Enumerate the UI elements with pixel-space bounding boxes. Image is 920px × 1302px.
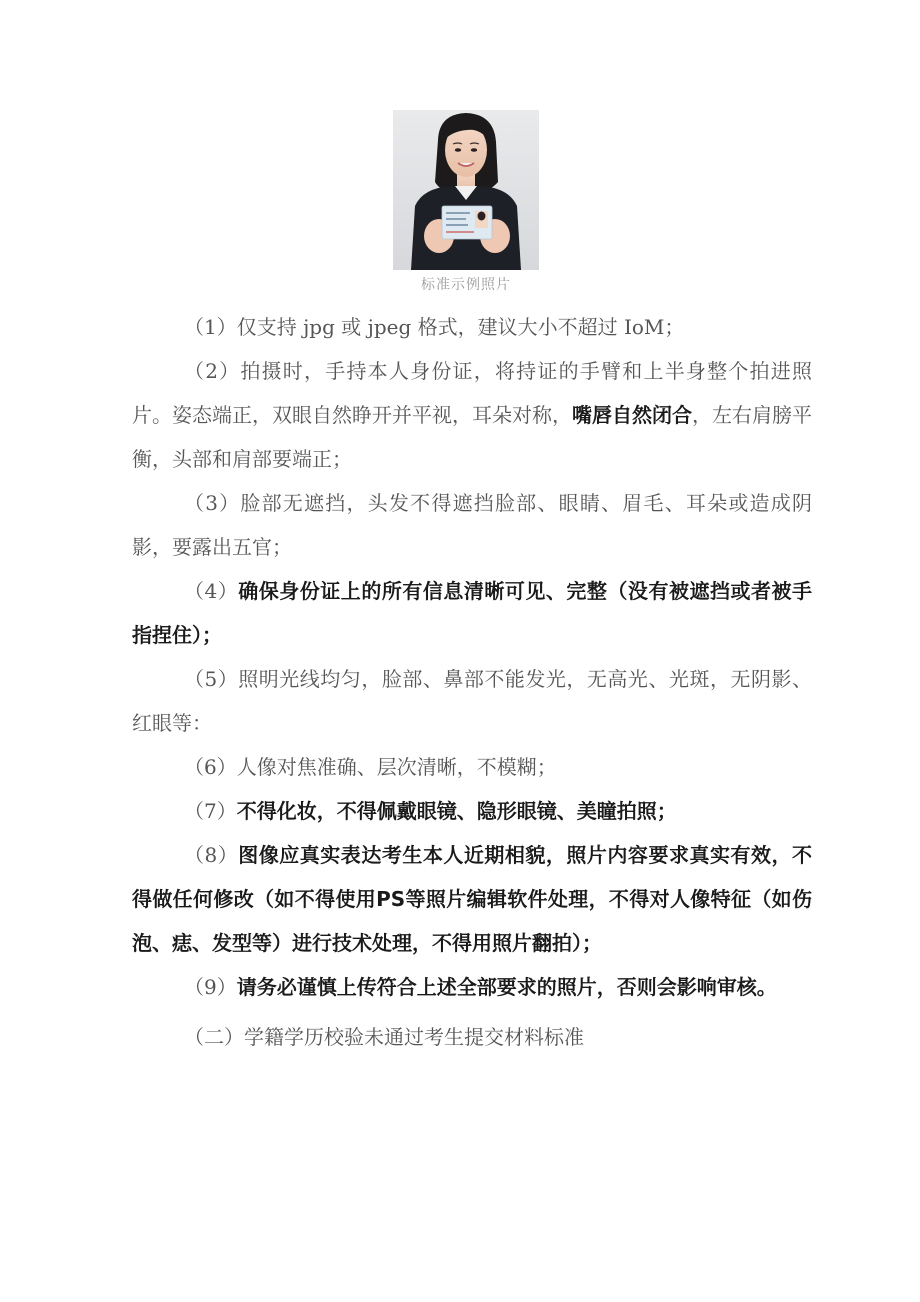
requirement-7 xyxy=(132,789,812,833)
requirement-text: 脸部无遮挡，头发不得遮挡脸部、眼睛、眉毛、耳朵或造成阴影，要露出五官； xyxy=(132,491,812,559)
id-photo-example-icon xyxy=(393,110,539,270)
requirement-5 xyxy=(132,657,812,745)
example-photo xyxy=(393,110,539,298)
requirement-6 xyxy=(132,745,812,789)
requirement-1 xyxy=(132,305,812,349)
requirement-3 xyxy=(132,481,812,569)
requirement-text: 拍摄时，手持本人身份证，将持证的手臂和上半身整个拍进照片。姿态端正，双眼自然睁开并平视，耳朵对称， xyxy=(132,359,812,427)
requirement-number: （9） xyxy=(184,975,237,999)
requirement-emphasis: 图像应真实表达考生本人近期相貌，照片内容要求真实有效，不得做任何修改（如不得使用PS等照片编辑软件处理，不得对人像特征（如伤泡、痣、发型等）进行技术处理，不得用照片翻拍）； xyxy=(132,843,813,955)
requirement-emphasis: 不得化妆，不得佩戴眼镜、隐形眼镜、美瞳拍照； xyxy=(236,799,677,823)
requirement-number: （7） xyxy=(184,799,237,823)
requirements-document xyxy=(132,305,812,1059)
requirement-number: （6） xyxy=(184,755,237,779)
requirement-number: （2） xyxy=(184,359,241,383)
requirement-text: 仅支持 jpg 或 jpeg 格式，建议大小不超过 IoM； xyxy=(236,315,685,339)
requirement-8 xyxy=(132,833,812,965)
section-number: （二） xyxy=(184,1025,244,1049)
requirement-2 xyxy=(132,349,812,481)
requirement-number: （1） xyxy=(184,315,237,339)
requirement-4 xyxy=(132,569,812,657)
section-heading xyxy=(132,1015,812,1059)
requirement-text: 人像对焦准确、层次清晰，不模糊； xyxy=(236,755,557,779)
requirement-emphasis: 确保身份证上的所有信息清晰可见、完整（没有被遮挡或者被手指捏住）； xyxy=(132,579,813,647)
requirement-number: （4） xyxy=(184,579,239,603)
requirement-9 xyxy=(132,965,812,1009)
requirement-number: （8） xyxy=(184,843,239,867)
requirement-number: （3） xyxy=(184,491,241,515)
section-title: 学籍学历校验未通过考生提交材料标准 xyxy=(244,1025,584,1049)
requirement-emphasis: 请务必谨慎上传符合上述全部要求的照片，否则会影响审核。 xyxy=(236,975,777,999)
requirement-text-tail: ，左右肩膀平衡，头部和肩部要端正； xyxy=(132,403,812,471)
requirement-number: （5） xyxy=(184,667,239,691)
photo-caption: 标准示例照片 xyxy=(421,277,511,293)
requirement-emphasis: 嘴唇自然闭合 xyxy=(572,403,692,427)
requirement-text: 照明光线均匀，脸部、鼻部不能发光，无高光、光斑，无阴影、红眼等： xyxy=(132,667,813,735)
